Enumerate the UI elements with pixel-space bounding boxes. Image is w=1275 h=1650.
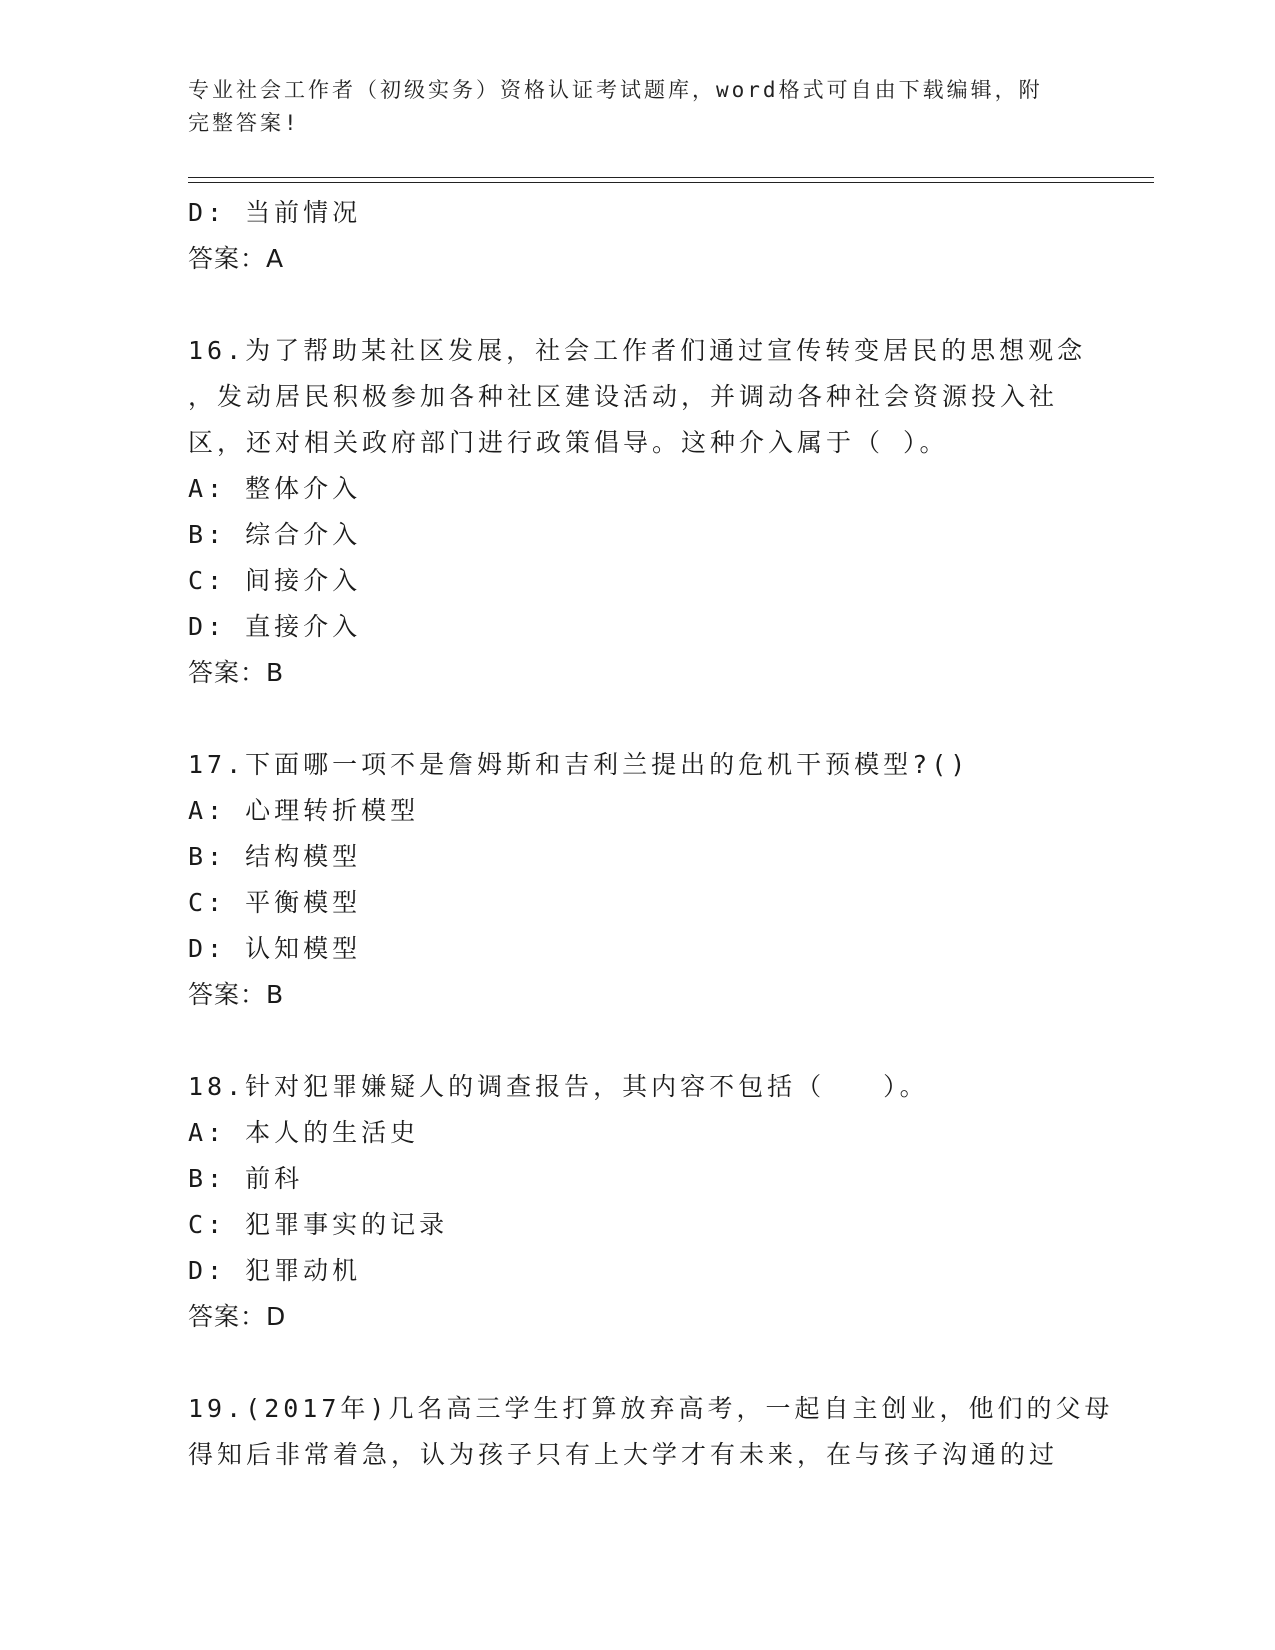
header-line-2: 完整答案! [188,111,300,135]
option-c: C: 犯罪事实的记录 [188,1210,449,1239]
option-a: A: 心理转折模型 [188,796,420,825]
question-text-line: 18.针对犯罪嫌疑人的调查报告，其内容不包括（ ）。 [188,1072,929,1101]
option-b: B: 结构模型 [188,842,362,871]
question-18 [188,1064,1088,1340]
question-text-line: 17.下面哪一项不是詹姆斯和吉利兰提出的危机干预模型?() [188,750,970,779]
question-text-line: 得知后非常着急，认为孩子只有上大学才有未来，在与孩子沟通的过 [188,1440,1059,1469]
answer-line: 答案：B [188,980,285,1009]
question-16 [188,328,1088,696]
header-line-1: 专业社会工作者（初级实务）资格认证考试题库，word格式可自由下载编辑，附 [188,78,1043,102]
spacer [188,282,1088,328]
answer-line: 答案：D [188,1302,287,1331]
option-a: A: 整体介入 [188,474,362,503]
question-text-line: ，发动居民积极参加各种社区建设活动，并调动各种社会资源投入社 [188,382,1059,411]
spacer [188,696,1088,742]
option-b: B: 前科 [188,1164,304,1193]
question-19 [188,1386,1114,1478]
question-text-line: 16.为了帮助某社区发展，社会工作者们通过宣传转变居民的思想观念 [188,336,1087,365]
option-d: D: 犯罪动机 [188,1256,362,1285]
option-d: D: 认知模型 [188,934,362,963]
question-17 [188,742,1088,1018]
document-body [188,190,1114,1478]
option-d: D: 直接介入 [188,612,362,641]
answer-line: 答案：A [188,244,285,273]
spacer [188,1340,1088,1386]
answer-line: 答案：B [188,658,285,687]
spacer [188,1018,1088,1064]
question-text-line: 区，还对相关政府部门进行政策倡导。这种介入属于（ ）。 [188,428,949,457]
option-c: C: 间接介入 [188,566,362,595]
option-d: D: 当前情况 [188,198,362,227]
option-c: C: 平衡模型 [188,888,362,917]
question-text-line: 19.(2017年)几名高三学生打算放弃高考，一起自主创业，他们的父母 [188,1394,1114,1423]
option-a: A: 本人的生活史 [188,1118,420,1147]
document-header [188,74,1068,140]
header-rule-top [188,177,1154,178]
header-rule-bottom [188,182,1154,183]
option-b: B: 综合介入 [188,520,362,549]
